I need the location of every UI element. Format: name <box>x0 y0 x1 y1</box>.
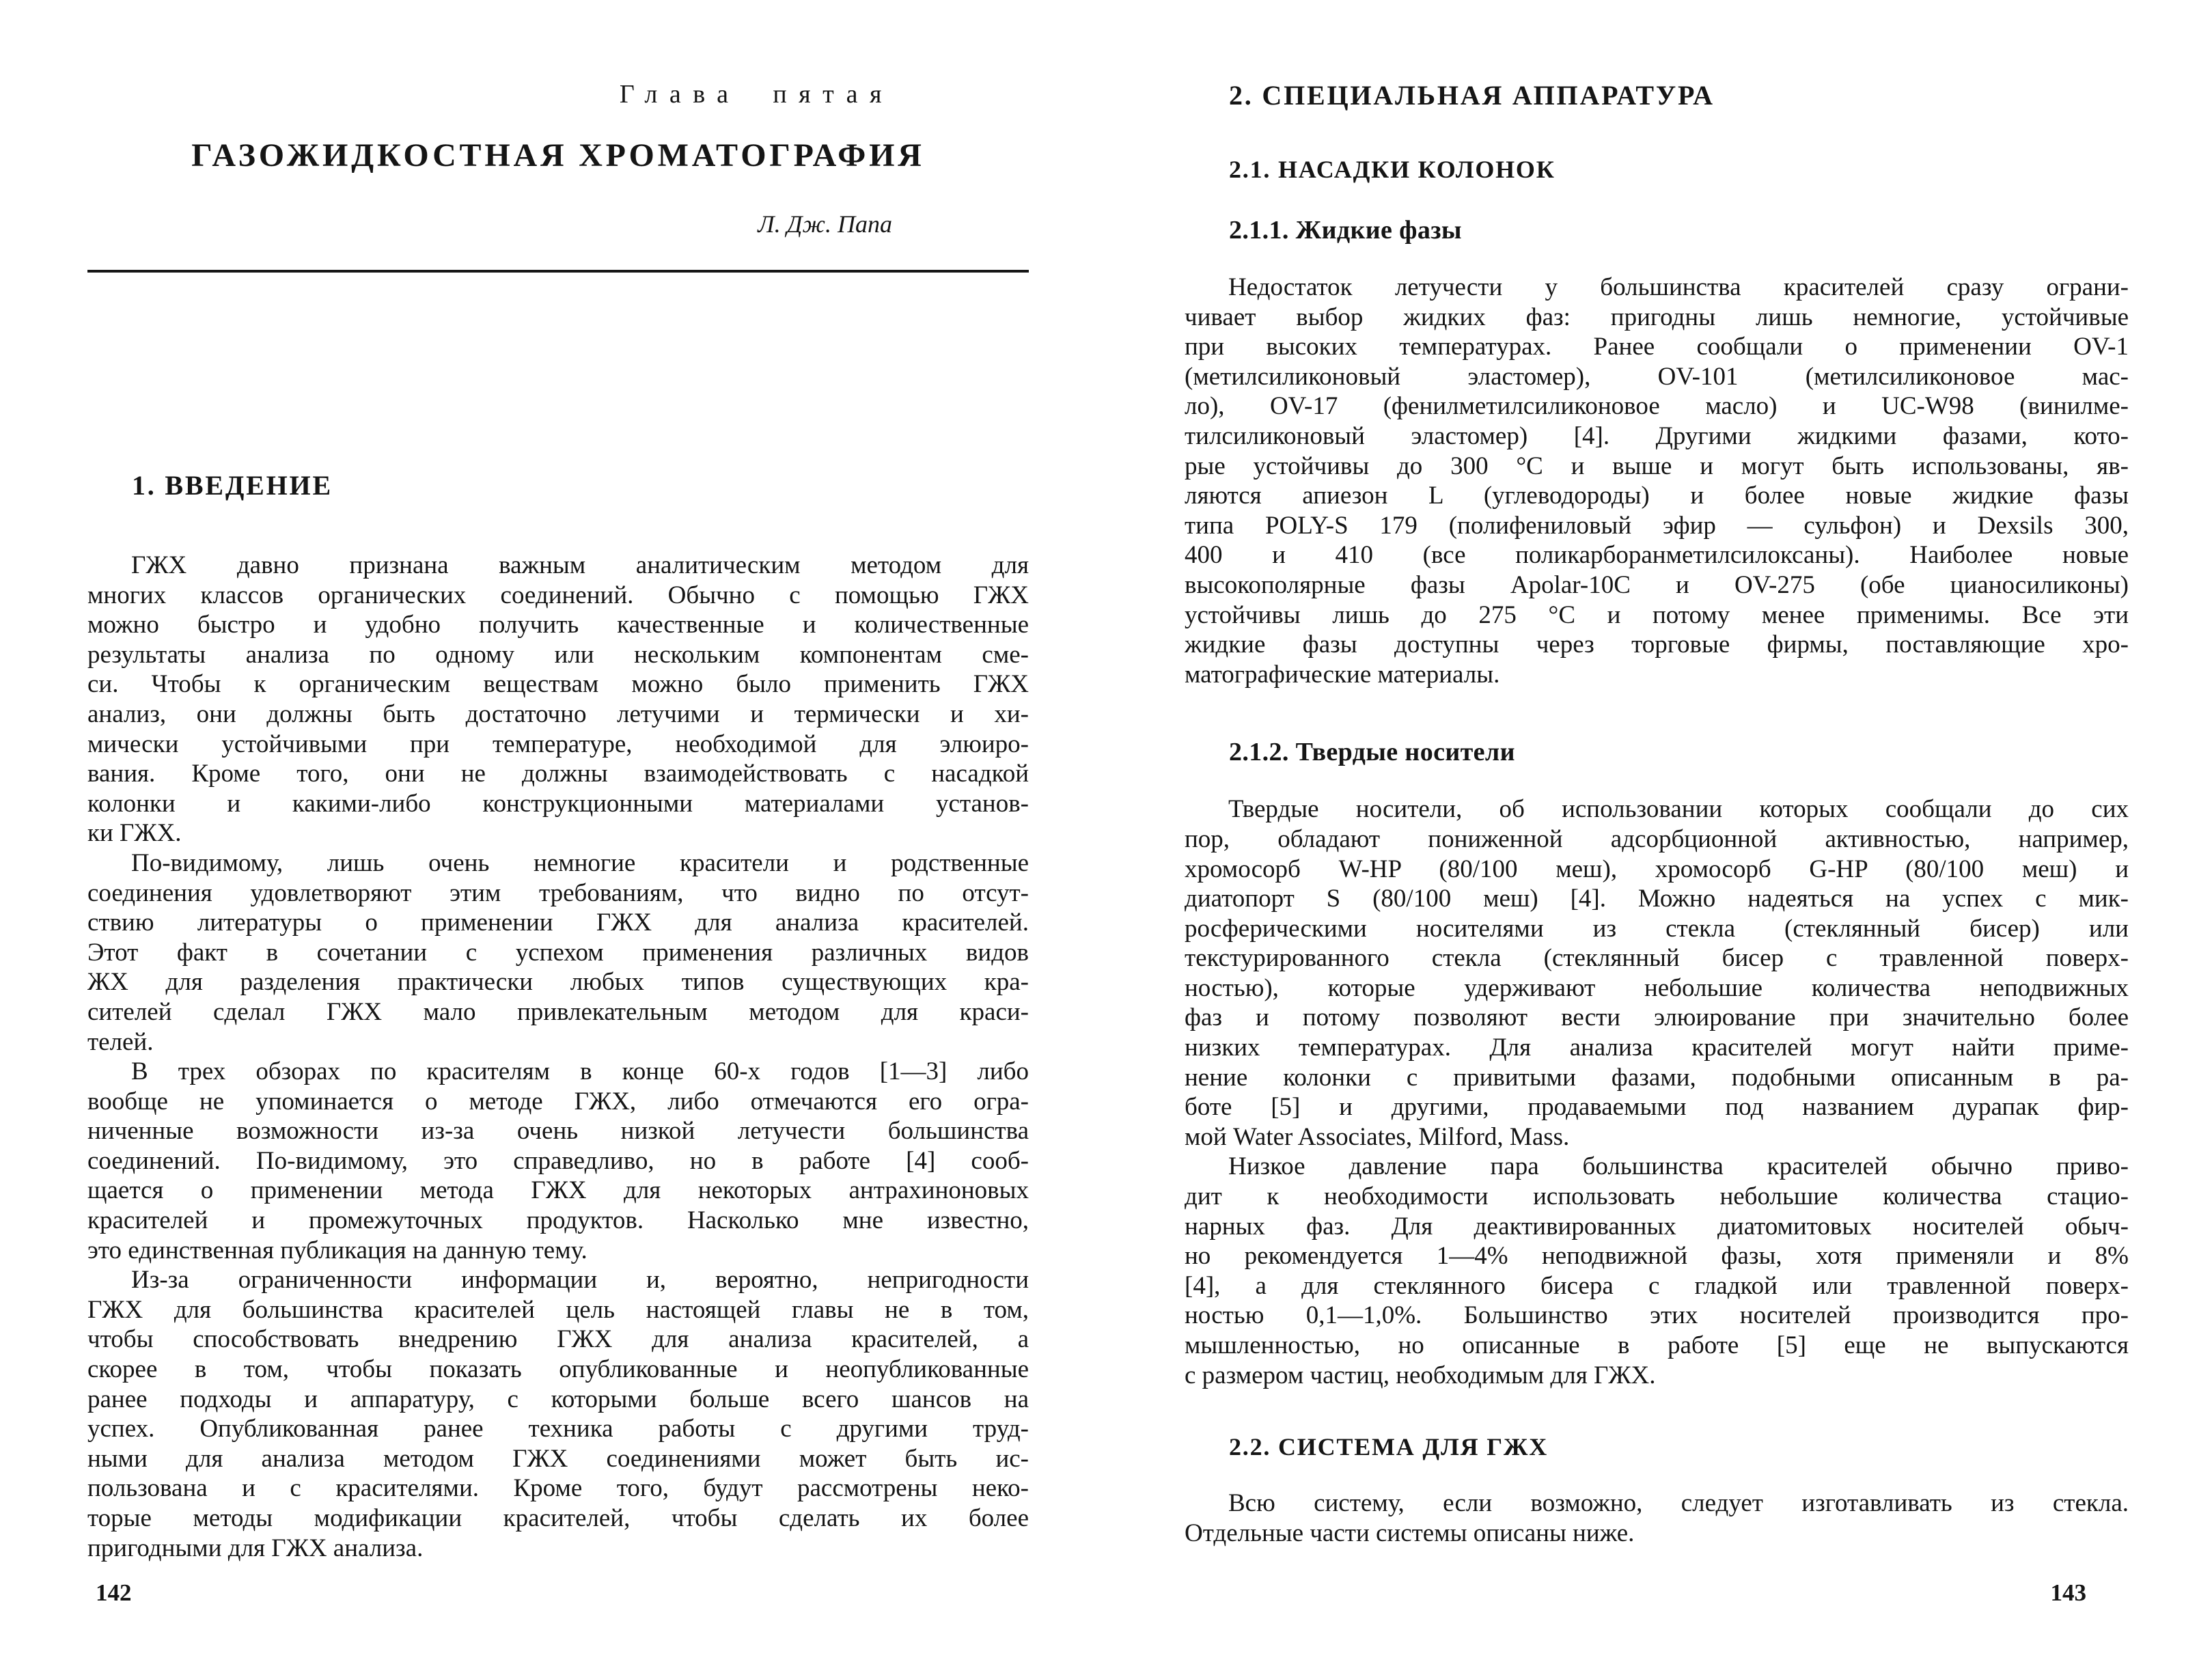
text-line: Всю систему, если возможно, следует изготавливать из стекла. <box>1228 1489 2129 1518</box>
text-line: можно быстро и удобно получить качественные и количественные <box>87 611 1029 639</box>
text-line: вообще не упоминается о методе ГЖХ, либо отмечаются его огра- <box>87 1087 1029 1116</box>
section-heading: 2.2. СИСТЕМА ДЛЯ ГЖХ <box>1229 1433 1549 1461</box>
page-number: 143 <box>2050 1579 2086 1606</box>
section-heading: 2.1.1. Жидкие фазы <box>1229 216 1462 245</box>
text-line: Твердые носители, об использовании которых сообщали до сих <box>1228 795 2129 824</box>
text-line: вания. Кроме того, они не должны взаимодействовать с насадкой <box>87 760 1029 788</box>
section-heading: 1. ВВЕДЕНИЕ <box>132 470 333 501</box>
text-line: ляются апиезон L (углеводороды) и более новые жидкие фазы <box>1185 482 2129 510</box>
text-line: жидкие фазы доступны через торговые фирмы, поставляющие хро- <box>1185 631 2129 659</box>
text-line: чивает выбор жидких фаз: пригодны лишь немногие, устойчивые <box>1185 303 2129 331</box>
paragraph <box>87 848 1029 1057</box>
paragraph <box>1185 273 2129 689</box>
text-line: чтобы способствовать внедрению ГЖХ для анализа красителей, а <box>87 1325 1029 1354</box>
paragraph <box>87 1265 1029 1563</box>
text-line: дит к необходимости использовать небольшие количества стацио- <box>1185 1182 2129 1211</box>
text-line: мой Water Associates, Milford, Mass. <box>1185 1122 1570 1151</box>
text-line: щается о применении метода ГЖХ для некоторых антрахиноновых <box>87 1176 1029 1205</box>
text-line: Из-за ограниченности информации и, вероятно, непригодности <box>131 1266 1029 1294</box>
paragraph <box>87 551 1029 848</box>
right-page-text <box>1185 79 2129 1548</box>
text-line: сителей сделал ГЖХ мало привлекательным методом для краси- <box>87 997 1029 1026</box>
text-line: анализ, они должны быть достаточно летучими и термически и хи- <box>87 700 1029 728</box>
text-line: ранее подходы и аппаратуру, с которыми больше всего шансов на <box>87 1385 1029 1413</box>
text-line: По-видимому, лишь очень немногие красители и родственные <box>131 848 1029 877</box>
text-line: диатопорт S (80/100 меш) [4]. Можно надеяться на успех с мик- <box>1185 885 2129 913</box>
text-line: Этот факт в сочетании с успехом применения различных видов <box>87 938 1029 967</box>
text-line: ки ГЖХ. <box>87 819 182 848</box>
text-line: с размером частиц, необходимым для ГЖХ. <box>1185 1361 1656 1389</box>
paragraph <box>1185 1488 2129 1548</box>
paragraph <box>87 1057 1029 1265</box>
text-line: красителей и промежуточных продуктов. Насколько мне известно, <box>87 1206 1029 1235</box>
text-line: росферическими носителями из стекла (стеклянный бисер) или <box>1185 914 2129 943</box>
text-line: Низкое давление пара большинства красителей обычно приво- <box>1228 1152 2129 1181</box>
text-line: ствию литературы о применении ГЖХ для анализа красителей. <box>87 909 1029 937</box>
text-line: [4], а для стеклянного бисера с гладкой или травленной поверх- <box>1185 1271 2129 1300</box>
text-line: при высоких температурах. Ранее сообщали о применении OV-1 <box>1185 333 2129 361</box>
text-line: тилсиликоновый эластомер) [4]. Другими жидкими фазами, кото- <box>1185 421 2129 450</box>
page-number: 142 <box>96 1579 132 1606</box>
text-line: Недостаток летучести у большинства красителей сразу ограни- <box>1228 273 2129 301</box>
text-line: ЖХ для разделения практически любых типов существующих кра- <box>87 968 1029 997</box>
text-line: В трех обзорах по красителям в конце 60-х годов [1—3] либо <box>131 1057 1029 1086</box>
text-line: высокополярные фазы Apolar-10C и OV-275 (обе цианосиликоны) <box>1185 570 2129 599</box>
text-line: ными для анализа методом ГЖХ соединениями может быть ис- <box>87 1444 1029 1473</box>
text-line: но рекомендуется 1—4% неподвижной фазы, хотя применяли и 8% <box>1185 1242 2129 1271</box>
text-line: колонки и какими-либо конструкционными материалами установ- <box>87 789 1029 818</box>
text-line: устойчивы лишь до 275 °C и потому менее применимы. Все эти <box>1185 600 2129 629</box>
text-line: многих классов органических соединений. Обычно с помощью ГЖХ <box>87 581 1029 609</box>
paragraph <box>1185 794 2129 1152</box>
left-page-text <box>87 469 1029 1563</box>
text-line: ГЖХ для большинства красителей цель настоящей главы не в том, <box>87 1295 1029 1324</box>
text-line: боте [5] и другими, продаваемыми под названием дурапак фир- <box>1185 1093 2129 1122</box>
text-line: низких температурах. Для анализа красителей могут найти приме- <box>1185 1034 2129 1062</box>
text-line: матографические материалы. <box>1185 660 1500 689</box>
text-line: рые устойчивы до 300 °C и выше и могут быть использованы, яв- <box>1185 452 2129 480</box>
text-line: торые методы модификации красителей, чтобы сделать их более <box>87 1504 1029 1532</box>
text-line: ниченные возможности из-за очень низкой летучести большинства <box>87 1117 1029 1146</box>
text-line: это единственная публикация на данную тему. <box>87 1236 587 1264</box>
text-line: результаты анализа по одному или нескольким компонентам сме- <box>87 640 1029 669</box>
section-heading: 2.1. НАСАДКИ КОЛОНОК <box>1229 156 1556 183</box>
author-name: Л. Дж. Папа <box>758 210 892 238</box>
text-line: типа POLY-S 179 (полифениловый эфир — сульфон) и Dexsils 300, <box>1185 511 2129 540</box>
text-line: Отдельные части системы описаны ниже. <box>1185 1519 1635 1547</box>
text-line: соединений. По-видимому, это справедливо, но в работе [4] сооб- <box>87 1146 1029 1175</box>
text-line: нение колонки с привитыми фазами, подобными описанным в ра- <box>1185 1063 2129 1092</box>
text-line: хромосорб W-HP (80/100 меш), хромосорб G-HP (80/100 меш) и <box>1185 855 2129 883</box>
text-line: соединения удовлетворяют этим требованиям, что видно по отсут- <box>87 878 1029 907</box>
text-line: фаз и потому позволяют вести элюирование при значительно более <box>1185 1003 2129 1032</box>
text-line: мышленностью, но описанные в работе [5] еще не выпускаются <box>1185 1331 2129 1359</box>
text-line: пользована и с красителями. Кроме того, будут рассмотрены неко- <box>87 1474 1029 1503</box>
text-line: ностью 0,1—1,0%. Большинство этих носителей производится про- <box>1185 1301 2129 1330</box>
text-line: пор, обладают пониженной адсорбционной активностью, например, <box>1185 825 2129 853</box>
text-line: ГЖХ давно признана важным аналитическим методом для <box>131 551 1029 579</box>
chapter-label: Глава пятая <box>619 80 894 109</box>
chapter-title: ГАЗОЖИДКОСТНАЯ ХРОМАТОГРАФИЯ <box>191 137 925 174</box>
text-line: (метилсиликоновый эластомер), OV-101 (метилсиликоновое мас- <box>1185 362 2129 391</box>
section-heading: 2.1.2. Твердые носители <box>1229 738 1515 767</box>
paragraph <box>1185 1152 2129 1390</box>
text-line: ло), OV-17 (фенилметилсиликоновое масло) и UC-W98 (винилме- <box>1185 392 2129 421</box>
text-line: нарных фаз. Для деактивированных диатомитовых носителей обыч- <box>1185 1212 2129 1241</box>
right-page <box>1185 0 2129 1662</box>
left-page <box>87 0 1029 1662</box>
text-line: ностью), которые удерживают небольшие количества неподвижных <box>1185 973 2129 1002</box>
text-line: телей. <box>87 1027 154 1056</box>
text-line: мически устойчивыми при температуре, необходимой для элюиро- <box>87 730 1029 758</box>
text-line: успех. Опубликованная ранее техника работы с другими труд- <box>87 1415 1029 1443</box>
text-line: пригодными для ГЖХ анализа. <box>87 1534 424 1562</box>
text-line: си. Чтобы к органическим веществам можно было применить ГЖХ <box>87 670 1029 699</box>
text-line: скорее в том, чтобы показать опубликованные и неопубликованные <box>87 1355 1029 1384</box>
text-line: текстурированного стекла (стеклянный бисер с травленной поверх- <box>1185 944 2129 973</box>
title-rule <box>87 270 1029 273</box>
section-heading: 2. СПЕЦИАЛЬНАЯ АППАРАТУРА <box>1229 80 1715 111</box>
text-line: 400 и 410 (все поликарборанметилсилоксаны). Наиболее новые <box>1185 541 2129 570</box>
